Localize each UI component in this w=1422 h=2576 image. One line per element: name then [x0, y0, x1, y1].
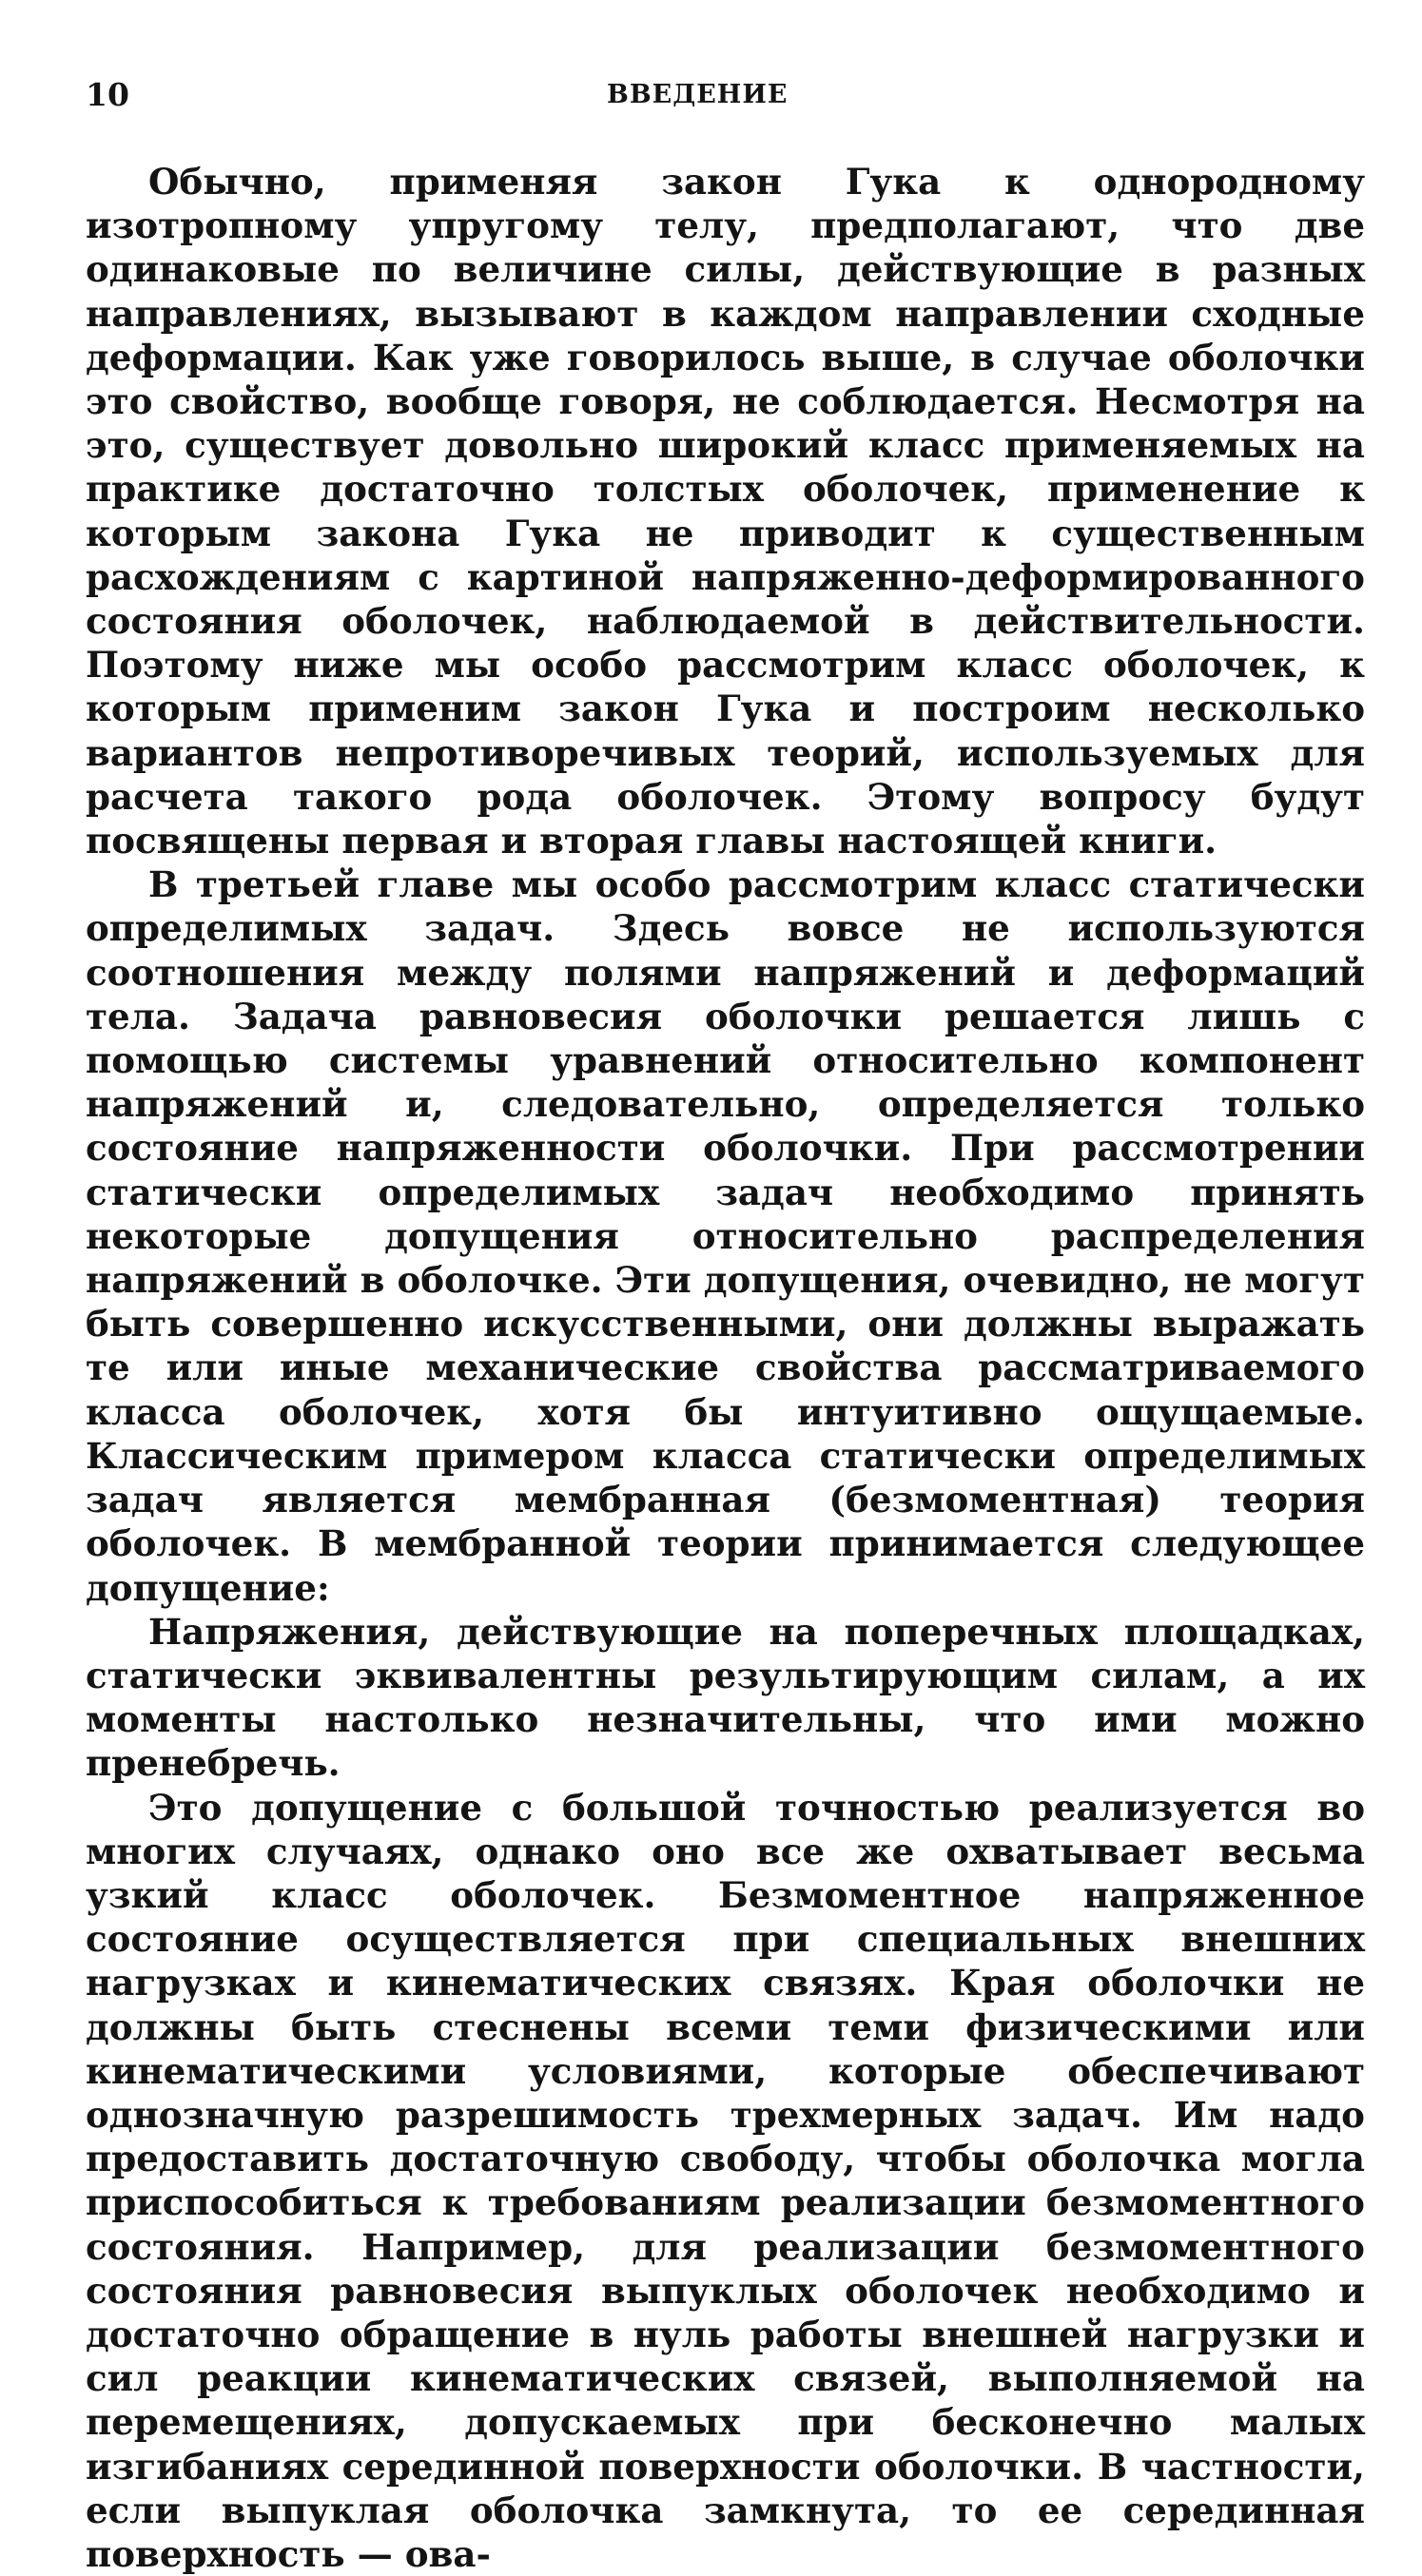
- paragraph-1: Обычно, применяя закон Гука к однородному изотропному упругому телу, предполагают, что две одинаковые по величине силы, действующие в разных направлениях, вызывают в каждом направлении сходные деформации. Как уже говорилось выше, в случае оболочки это свойство, вообще говоря, не соблюдается. Несмотря на это, существует довольно широкий класс применяемых на практике достаточно толстых оболочек, применение к которым закона Гука не приводит к существенным расхождениям с картиной напряженно-деформированного состояния оболочек, наблюдаемой в действительности. Поэтому ниже мы особо рассмотрим класс оболочек, к которым применим закон Гука и построим несколько вариантов непротиворечивых теорий, используемых для расчета такого рода оболочек. Этому вопросу будут посвящены первая и вторая главы настоящей книги.: [86, 161, 1365, 862]
- paragraph-2: В третьей главе мы особо рассмотрим класс статически определимых задач. Здесь вовсе не используются соотношения между полями напряжений и деформаций тела. Задача равновесия оболочки решается лишь с помощью системы уравнений относительно компонент напряжений и, следовательно, определяется только состояние напряженности оболочки. При рассмотрении статически определимых задач необходимо принять некоторые допущения относительно распределения напряжений в оболочке. Эти допущения, очевидно, не могут быть совершенно искусственными, они должны выражать те или иные механические свойства рассматриваемого класса оболочек, хотя бы интуитивно ощущаемые. Классическим примером класса статически определимых задач является мембранная (безмоментная) теория оболочек. В мембранной теории принимается следующее допущение:: [86, 863, 1365, 1609]
- running-head: ВВЕДЕНИЕ: [607, 80, 789, 109]
- page-header: [86, 76, 1370, 114]
- paragraph-4: Это допущение с большой точностью реализуется во многих случаях, однако оно все же охватывает весьма узкий класс оболочек. Безмоментное напряженное состояние осуществляется при специальных внешних нагрузках и кинематических связях. Края оболочки не должны быть стеснены всеми теми физическими или кинематическими условиями, которые обеспечивают однозначную разрешимость трехмерных задач. Им надо предоставить достаточную свободу, чтобы оболочка могла приспособиться к требованиям реализации безмоментного состояния. Например, для реализации безмоментного состояния равновесия выпуклых оболочек необходимо и достаточно обращение в нуль работы внешней нагрузки и сил реакции кинематических связей, выполняемой на перемещениях, допускаемых при бесконечно малых изгибаниях серединной поверхности оболочки. В частности, если выпуклая оболочка замкнута, то ее серединная поверхность — ова-: [86, 1786, 1365, 2575]
- page-number: 10: [86, 76, 129, 113]
- body-text: [86, 160, 1365, 2576]
- paragraph-3: Напряжения, действующие на поперечных площадках, статически эквивалентны результирующим силам, а их моменты настолько незначительны, что ими можно пренебречь.: [86, 1610, 1365, 1785]
